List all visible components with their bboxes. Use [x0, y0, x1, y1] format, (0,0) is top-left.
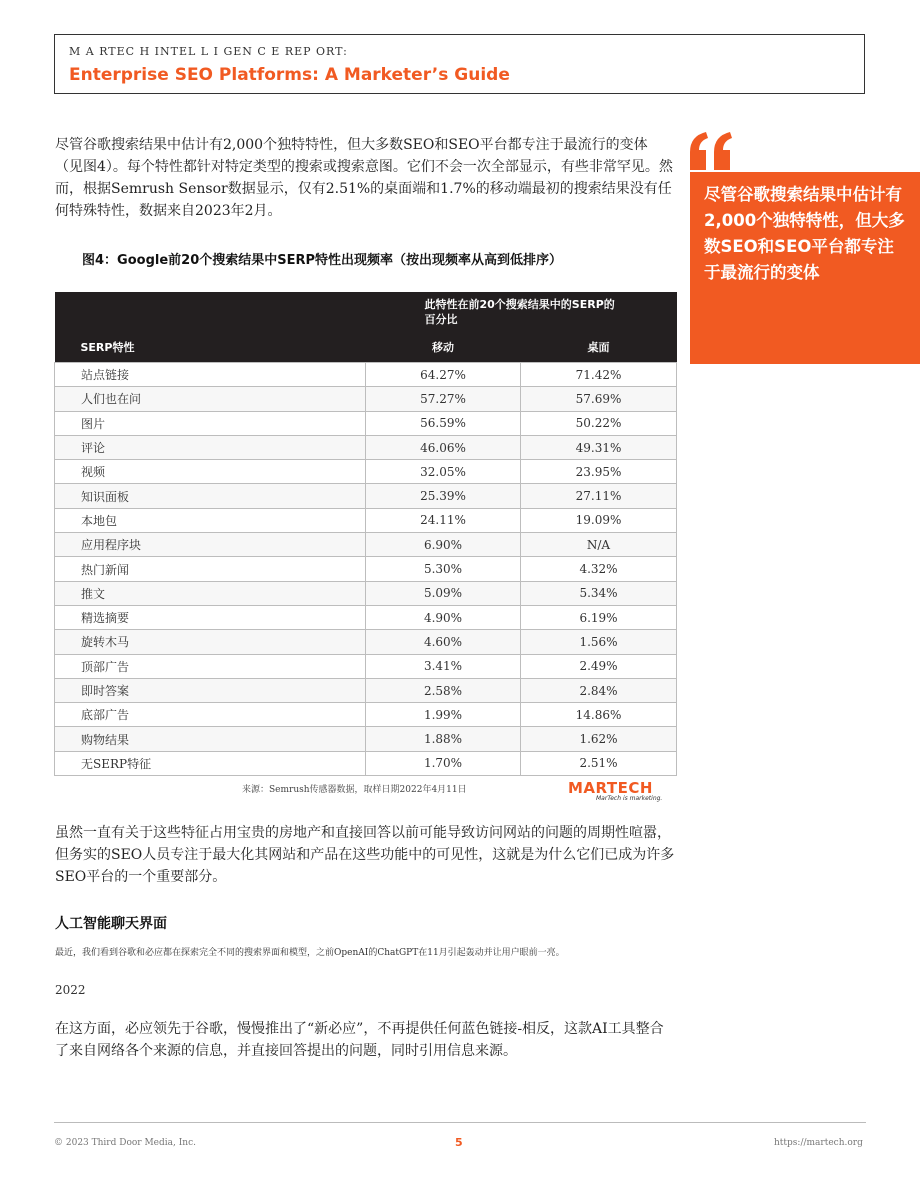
cell-desktop: N/A [521, 533, 677, 557]
cell-mobile: 64.27% [366, 363, 521, 387]
table-row [55, 363, 677, 387]
cell-mobile: 56.59% [366, 411, 521, 435]
cell-feature: 无SERP特征 [55, 751, 366, 775]
cell-desktop: 71.42% [521, 363, 677, 387]
pull-quote-text: 尽管谷歌搜索结果中估计有2,000个独特特性，但大多数SEO和SEO平台都专注于最流行的变体 [704, 185, 905, 282]
cell-feature: 图片 [55, 411, 366, 435]
table-row [55, 630, 677, 654]
cell-desktop: 1.62% [521, 727, 677, 751]
table-row [55, 703, 677, 727]
cell-mobile: 4.60% [366, 630, 521, 654]
cell-desktop: 27.11% [521, 484, 677, 508]
cell-feature: 购物结果 [55, 727, 366, 751]
cell-desktop: 1.56% [521, 630, 677, 654]
table-row [55, 581, 677, 605]
cell-feature: 应用程序块 [55, 533, 366, 557]
table-row [55, 727, 677, 751]
footer-url[interactable]: https://martech.org [774, 1138, 863, 1148]
cell-desktop: 14.86% [521, 703, 677, 727]
cell-feature: 旋转木马 [55, 630, 366, 654]
table-body [55, 363, 677, 776]
cell-desktop: 49.31% [521, 435, 677, 459]
cell-feature: 本地包 [55, 508, 366, 532]
martech-logo [568, 779, 676, 803]
cell-desktop: 4.32% [521, 557, 677, 581]
cell-mobile: 25.39% [366, 484, 521, 508]
cell-mobile: 1.99% [366, 703, 521, 727]
small-note: 最近，我们看到谷歌和必应都在探索完全不同的搜索界面和模型，之前OpenAI的ChatGPT在11月引起轰动并让用户眼前一亮。 [55, 948, 565, 958]
cell-feature: 热门新闻 [55, 557, 366, 581]
table-group-header: 此特性在前20个搜索结果中的SERP的百分比 [55, 292, 677, 332]
figure-source: 来源：Semrush传感器数据，取样日期2022年4月11日 [242, 785, 467, 795]
figure-title: 图4：Google前20个搜索结果中SERP特性出现频率（按出现频率从高到低排序） [82, 253, 563, 268]
cell-mobile: 5.30% [366, 557, 521, 581]
footer-copyright: © 2023 Third Door Media, Inc. [54, 1138, 196, 1148]
year-line: 2022 [55, 983, 86, 997]
body-paragraph-3: 在这方面，必应领先于谷歌，慢慢推出了“新必应”，不再提供任何蓝色链接-相反，这款AI工具整合了来自网络各个来源的信息，并直接回答提出的问题，同时引用信息来源。 [55, 1021, 664, 1059]
table-row [55, 751, 677, 775]
cell-mobile: 57.27% [366, 387, 521, 411]
table-row [55, 508, 677, 532]
cell-feature: 视频 [55, 460, 366, 484]
cell-feature: 推文 [55, 581, 366, 605]
report-header [54, 34, 865, 94]
cell-feature: 即时答案 [55, 678, 366, 702]
table-row [55, 533, 677, 557]
column-header-feature: SERP特性 [55, 332, 366, 363]
cell-desktop: 2.49% [521, 654, 677, 678]
page-number: 5 [455, 1136, 463, 1149]
footer-divider [54, 1122, 866, 1123]
cell-desktop: 57.69% [521, 387, 677, 411]
cell-mobile: 6.90% [366, 533, 521, 557]
logo-tagline: MarTech is marketing. [596, 795, 663, 802]
cell-feature: 知识面板 [55, 484, 366, 508]
cell-feature: 评论 [55, 435, 366, 459]
cell-mobile: 4.90% [366, 605, 521, 629]
cell-mobile: 2.58% [366, 678, 521, 702]
table-row [55, 557, 677, 581]
cell-desktop: 19.09% [521, 508, 677, 532]
cell-mobile: 5.09% [366, 581, 521, 605]
body-paragraph-2: 虽然一直有关于这些特征占用宝贵的房地产和直接回答以前可能导致访问网站的问题的周期性喧嚣，但务实的SEO人员专注于最大化其网站和产品在这些功能中的可见性，这就是为什么它们已成为许多SEO平台的一个重要部分。 [55, 825, 675, 885]
pull-quote-box [690, 172, 920, 364]
cell-mobile: 3.41% [366, 654, 521, 678]
table-row [55, 605, 677, 629]
cell-desktop: 6.19% [521, 605, 677, 629]
cell-mobile: 46.06% [366, 435, 521, 459]
table-row [55, 678, 677, 702]
cell-feature: 底部广告 [55, 703, 366, 727]
logo-wordmark: MARTECH [568, 779, 653, 797]
serp-features-table [54, 292, 677, 776]
column-header-desktop: 桌面 [521, 332, 677, 363]
table-row [55, 411, 677, 435]
cell-feature: 精选摘要 [55, 605, 366, 629]
cell-desktop: 23.95% [521, 460, 677, 484]
cell-mobile: 1.88% [366, 727, 521, 751]
report-kicker: M A RTEC H INTEL L I GEN C E REP ORT: [69, 45, 348, 58]
cell-desktop: 2.84% [521, 678, 677, 702]
cell-feature: 人们也在问 [55, 387, 366, 411]
cell-desktop: 5.34% [521, 581, 677, 605]
column-header-mobile: 移动 [366, 332, 521, 363]
cell-mobile: 24.11% [366, 508, 521, 532]
cell-desktop: 2.51% [521, 751, 677, 775]
section-heading: 人工智能聊天界面 [55, 916, 167, 932]
table-row [55, 654, 677, 678]
cell-mobile: 1.70% [366, 751, 521, 775]
cell-feature: 站点链接 [55, 363, 366, 387]
cell-feature: 顶部广告 [55, 654, 366, 678]
table-row [55, 387, 677, 411]
table-row [55, 484, 677, 508]
table-row [55, 435, 677, 459]
cell-mobile: 32.05% [366, 460, 521, 484]
cell-desktop: 50.22% [521, 411, 677, 435]
report-title: Enterprise SEO Platforms: A Marketer’s Guide [69, 65, 510, 85]
intro-paragraph: 尽管谷歌搜索结果中估计有2,000个独特特性，但大多数SEO和SEO平台都专注于最流行的变体（见图4）。每个特性都针对特定类型的搜索或搜索意图。它们不会一次全部显示，有些非常罕见。然而，根据Semrush Sensor数据显示，仅有2.51%的桌面端和1.7%的移动端最初的搜索结果没有任何特殊特性，数据来自2023年2月。 [55, 137, 673, 219]
quote-icon [688, 130, 738, 172]
table-row [55, 460, 677, 484]
